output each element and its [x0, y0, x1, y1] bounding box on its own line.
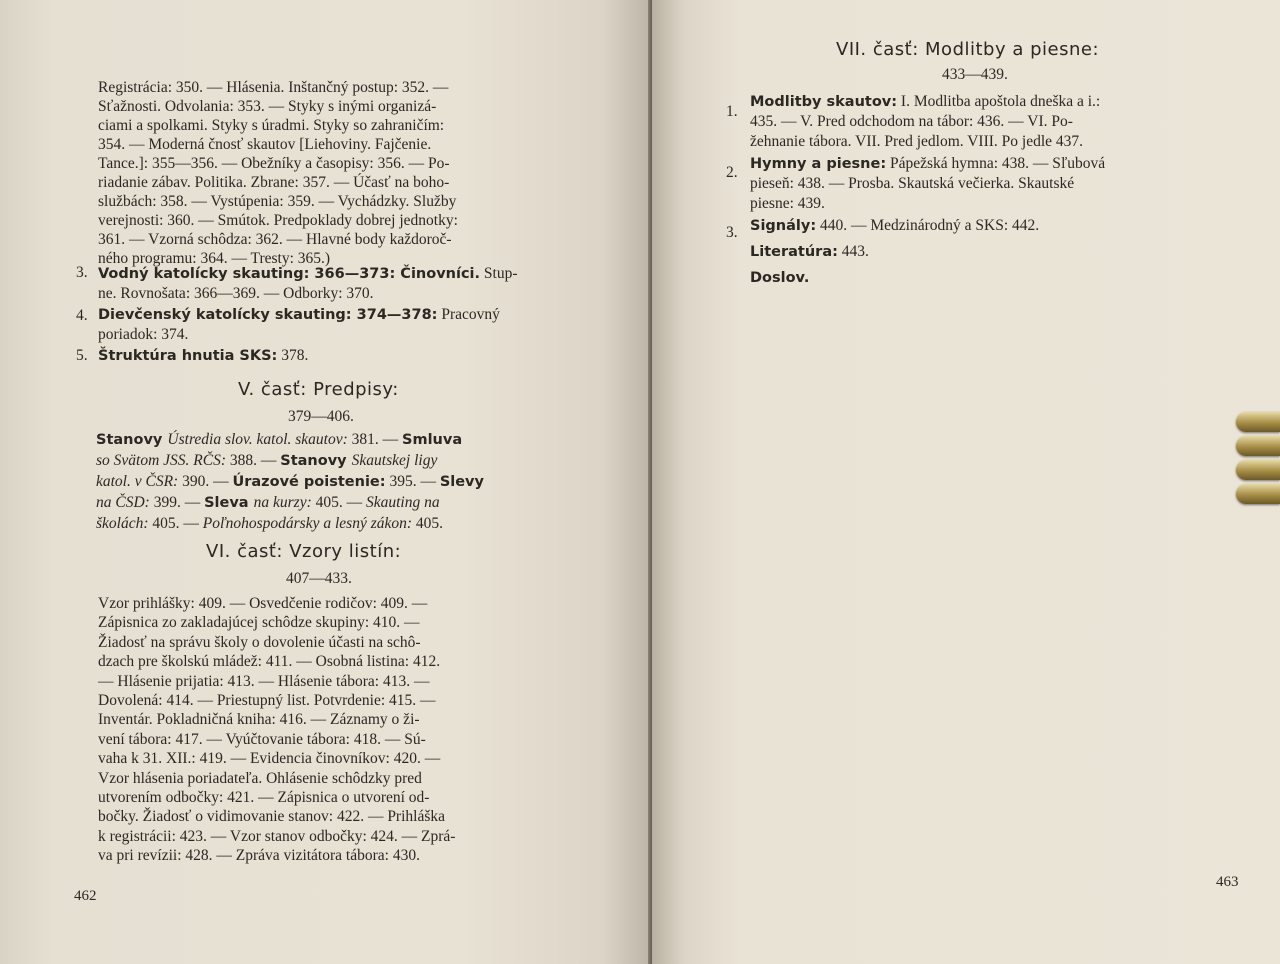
text-line: riadanie zábav. Politika. Zbrane: 357. — Účasť na boho- — [98, 174, 450, 191]
part-v-page-range: 379—406. — [288, 408, 354, 425]
text-line: utvorením odbočky: 421. — Zápisnica o utvorení od- — [98, 789, 430, 806]
text-line: pieseň: 438. — Prosba. Skautská večierka. Skautské — [750, 175, 1075, 192]
text-line: Sťažnosti. Odvolania: 353. — Styky s inými organizá- — [98, 98, 437, 115]
text-segment: Stanovy — [280, 453, 352, 469]
text-line: piesne: 439. — [750, 195, 825, 212]
text-line: 435. — V. Pred odchodom na tábor: 436. — VI. Po- — [750, 113, 1073, 130]
text-line: vení tábora: 417. — Vyúčtovanie tábora: 418. — Sú- — [98, 730, 426, 748]
text-line: žehnanie tábora. VII. Pred jedlom. VIII. Po jedle 437. — [750, 133, 1084, 150]
item-signaly: Signály: 440. — Medzinárodný a SKS: 442. — [750, 217, 1040, 234]
text-segment: 405. — [412, 515, 444, 532]
item-number: 1. — [726, 103, 738, 120]
binder-clip-decoration — [1236, 484, 1280, 504]
text-segment: Slevy — [439, 474, 484, 490]
text-line: 354. — Moderná čnosť skautov [Liehoviny. Fajčenie. — [98, 136, 432, 153]
text-line: k registrácii: 423. — Vzor stanov odbočky: 424. — Zprá- — [98, 827, 456, 845]
text-segment: Ústredia slov. katol. skautov: — [167, 431, 348, 448]
right-page — [652, 0, 1280, 964]
text-line: ného programu: 364. — Tresty: 365.) — [98, 250, 331, 267]
text-segment: 395. — — [385, 473, 440, 490]
text-line: 361. — Vzorná schôdza: 362. — Hlavné body každoroč- — [98, 231, 452, 248]
text-line — [96, 472, 484, 492]
item-hymny-piesne: Hymny a piesne: Pápežská hymna: 438. — Sľubová — [750, 155, 1106, 172]
text-segment: 405. — — [311, 494, 366, 511]
part-vii-heading: VII. časť: Modlitby a piesne: — [836, 39, 1100, 60]
text-line: Dovolená: 414. — Priestupný list. Potvrdenie: 415. — — [98, 692, 436, 709]
item-struktura-hnutia: Štruktúra hnutia SKS: 378. — [98, 347, 309, 364]
part-vi-heading: VI. časť: Vzory listín: — [206, 541, 402, 562]
item-vodny-skauting: Vodný katolícky skauting: 366—373: Činovníci. Stup- — [98, 265, 518, 282]
text-line: službách: 358. — Vystúpenia: 359. — Vychádzky. Služby — [98, 193, 457, 210]
item-dievcensky-skauting: Dievčenský katolícky skauting: 374—378: Pracovný — [98, 306, 500, 323]
text-segment: Skautskej ligy — [351, 452, 438, 469]
text-line: poriadok: 374. — [98, 326, 189, 343]
text-line: — Hlásenie prijatia: 413. — Hlásenie tábora: 413. — — [98, 672, 430, 690]
text-line — [96, 430, 462, 450]
text-segment: 388. — — [226, 452, 281, 469]
item-number: 3. — [76, 264, 88, 281]
text-line — [96, 451, 437, 471]
text-line: Zápisnica zo zakladajúcej schôdze skupiny: 410. — — [98, 614, 420, 632]
text-segment: Stanovy — [96, 432, 168, 448]
text-segment: 390. — — [178, 473, 233, 490]
text-line: bočky. Žiadosť o vidimovanie stanov: 422. — Prihláška — [98, 808, 446, 826]
item-modlitby-skautov: Modlitby skautov: I. Modlitba apoštola dneška a i.: — [750, 93, 1101, 110]
text-segment: školách: — [96, 515, 149, 532]
text-segment: na ČSD: — [96, 494, 150, 511]
text-line: ne. Rovnošata: 366—369. — Odborky: 370. — [98, 285, 374, 302]
text-segment: Poľnohospodársky a lesný zákon: — [202, 515, 413, 532]
item-number: 4. — [76, 307, 88, 324]
text-segment: 381. — — [347, 431, 403, 448]
page-number: 462 — [74, 888, 97, 904]
text-line: vaha k 31. XII.: 419. — Evidencia činovníkov: 420. — — [98, 750, 441, 768]
item-number: 3. — [726, 224, 738, 241]
text-segment: Úrazové poistenie: — [232, 474, 386, 490]
text-line: Žiadosť na správu školy o dovolenie účasti na schô- — [98, 633, 421, 651]
text-line: Inventár. Pokladničná kniha: 416. — Záznamy o ži- — [98, 711, 420, 729]
item-literatura: Literatúra: 443. — [750, 243, 869, 260]
text-segment: 405. — — [148, 515, 203, 532]
part-v-heading: V. časť: Predpisy: — [238, 379, 399, 400]
text-line: verejnosti: 360. — Smútok. Predpoklady dobrej jednotky: — [98, 212, 458, 229]
text-line: Registrácia: 350. — Hlásenia. Inštančný postup: 352. — — [98, 79, 449, 96]
item-doslov: Doslov. — [750, 270, 810, 286]
text-line: dzach pre školskú mládež: 411. — Osobná listina: 412. — [98, 653, 441, 671]
binder-clip-decoration — [1236, 436, 1280, 456]
part-vii-page-range: 433—439. — [942, 66, 1008, 83]
binder-clip-decoration — [1236, 460, 1280, 480]
item-number: 2. — [726, 164, 738, 181]
text-line — [96, 493, 440, 513]
text-line — [96, 514, 443, 534]
text-line: va pri revízii: 428. — Zpráva vizitátora tábora: 430. — [98, 847, 420, 865]
text-line: Vzor hlásenia poriadateľa. Ohlásenie schôdzky pred — [98, 769, 422, 787]
text-line: Tance.]: 355—356. — Obežníky a časopisy: 356. — Po- — [98, 155, 450, 172]
text-line: Vzor prihlášky: 409. — Osvedčenie rodičov: 409. — — [98, 595, 428, 612]
text-line: ciami a spolkami. Styky s úradmi. Styky so zahraničím: — [98, 117, 445, 134]
item-number: 5. — [76, 347, 88, 364]
text-segment: na kurzy: — [253, 494, 312, 511]
page-number: 463 — [1216, 874, 1239, 890]
text-segment: Skauting na — [366, 494, 440, 511]
text-segment: katol. v ČSR: — [96, 473, 179, 490]
part-vi-page-range: 407—433. — [286, 570, 352, 587]
text-segment: so Svätom JSS. RČS: — [96, 452, 227, 469]
binder-clip-decoration — [1236, 412, 1280, 432]
text-segment: 399. — — [149, 494, 205, 511]
text-segment: Smluva — [402, 432, 463, 448]
text-segment: Sleva — [204, 495, 254, 511]
